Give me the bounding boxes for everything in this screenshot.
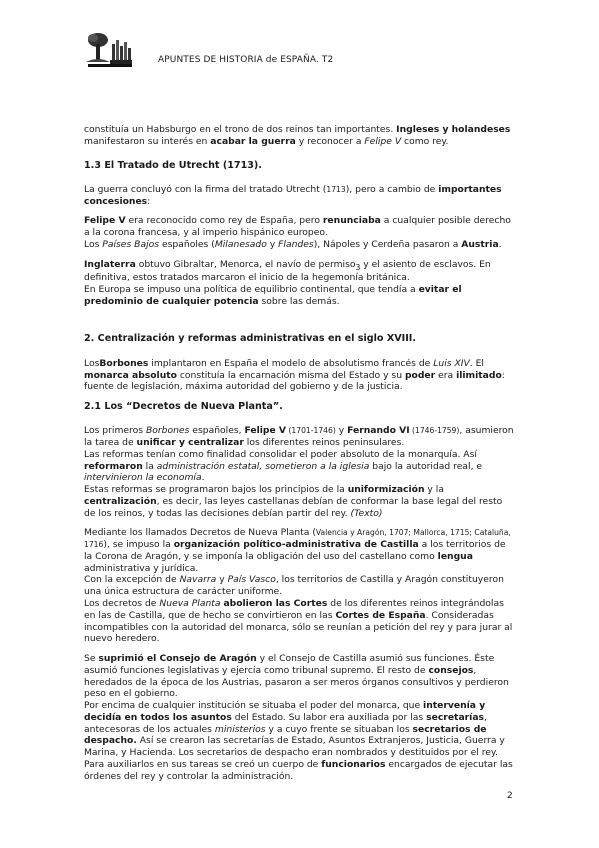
nueva-planta-paragraph-9: Para auxiliarlos en sus tareas se creó un cuerpo de funcionarios encargados de ejecutar las órdenes del rey y controlar la administración. (84, 758, 513, 782)
nueva-planta-paragraph-2: Las reformas tenían como finalidad consolidar el poder absoluto de la monarquía. Así reformaron la administración estatal, sometieron a la iglesia bajo la autoridad real, e intervinieron la economía. (84, 448, 483, 484)
section-heading-centralizacion: 2. Centralización y reformas administrativas en el siglo XVIII. (84, 333, 417, 345)
header-logo (84, 30, 134, 70)
page-number: 2 (507, 791, 513, 801)
section-heading-utrecht: 1.3 El Tratado de Utrecht (1713). (84, 159, 262, 171)
nueva-planta-paragraph-8: Por encima de cualquier institución se situaba el poder del monarca, que intervenía y decidía en todos los asuntos del Estado. Su labor era auxiliada por las secretarías, antecesoras de los actuales ministerios y a cuyo frente se situaban los secretarios de despacho. Así se crearon las secretarías de Estado, Asuntos Extranjeros, Justicia, Guerra y Marina, y Hacienda. Los secretarios de despacho eran nombrados y destituidos por el rey. (84, 700, 505, 759)
section-heading-nueva-planta: 2.1 Los “Decretos de Nueva Planta”. (84, 401, 283, 413)
nueva-planta-paragraph-3: Estas reformas se programaron bajos los principios de la uniformización y la centralización, es decir, las leyes castellanas debían de conformar la base legal del resto de los reinos, y todas las decisiones debían partir del rey. (Texto) (84, 484, 503, 519)
nueva-planta-paragraph-6: Los decretos de Nueva Planta abolieron las Cortes de los diferentes reinos integrándolas en las de Castilla, que de hecho se convirtieron en las Cortes de España. Consideradas incompatibles con la autoridad del monarca, sólo se reunían a petición del rey y para jurar al nuevo heredero. (84, 598, 513, 645)
utrecht-paragraph-1: La guerra concluyó con la firma del tratado Utrecht (1713), pero a cambio de importantes concesiones: (84, 183, 502, 207)
utrecht-paragraph-2: Felipe V era reconocido como rey de España, pero renunciaba a cualquier posible derecho a la corona francesa, y al imperio hispánico europeo. (84, 215, 511, 239)
nueva-planta-paragraph-5: Con la excepción de Navarra y País Vasco, los territorios de Castilla y Aragón constituyeron una única estructura de carácter uniforme. (84, 574, 504, 598)
document-body (84, 124, 514, 783)
nueva-planta-paragraph-7: Se suprimió el Consejo de Aragón y el Consejo de Castilla asumió sus funciones. Éste asumió funciones legislativas y ejercía como tribunal supremo. El resto de consejos, heredados de la época de los Austrias, pasaron a ser meros órganos consultivos y perdieron peso en el gobierno. (84, 653, 509, 700)
tree-logo-icon (84, 30, 134, 70)
page-header-title: APUNTES DE HISTORIA de ESPAÑA. T2 (158, 55, 334, 65)
utrecht-paragraph-5: En Europa se impuso una política de equilibrio continental, que tendía a evitar el predominio de cualquier potencia sobre las demás. (84, 283, 462, 307)
nueva-planta-paragraph-1: Los primeros Borbones españoles, Felipe V (1701-1746) y Fernando VI (1746-1759), asumieron la tarea de unificar y centralizar los diferentes reinos peninsulares. (84, 425, 514, 449)
centralizacion-paragraph-1: LosBorbones implantaron en España el modelo de absolutismo francés de Luis XIV. El monarca absoluto constituía la encarnación misma del Estado y su poder era ilimitado: fuente de legislación, máxima autoridad del gobierno y de la justicia. (84, 357, 505, 393)
utrecht-paragraph-3: Los Países Bajos españoles (Milanesado y Flandes), Nápoles y Cerdeña pasaron a Austria. (84, 238, 502, 250)
nueva-planta-paragraph-4: Mediante los llamados Decretos de Nueva Planta (Valencia y Aragón, 1707; Mallorca, 1715; Cataluña, 1716), se impuso la organización político-administrativa de Castilla a los territorios de la Corona de Aragón, y se imponía la obligación del uso del castellano como lengua administrativa y jurídica. (84, 527, 511, 574)
intro-paragraph: constituía un Habsburgo en el trono de dos reinos tan importantes. Ingleses y holandeses manifestaron su interés en acabar la guerra y reconocer a Felipe V como rey. (84, 124, 511, 147)
utrecht-paragraph-4: Inglaterra obtuvo Gibraltar, Menorca, el navío de permiso$_3$ y el asiento de esclavos. En definitiva, estos tratados marcaron el inicio de la hegemonía británica. (84, 258, 491, 284)
